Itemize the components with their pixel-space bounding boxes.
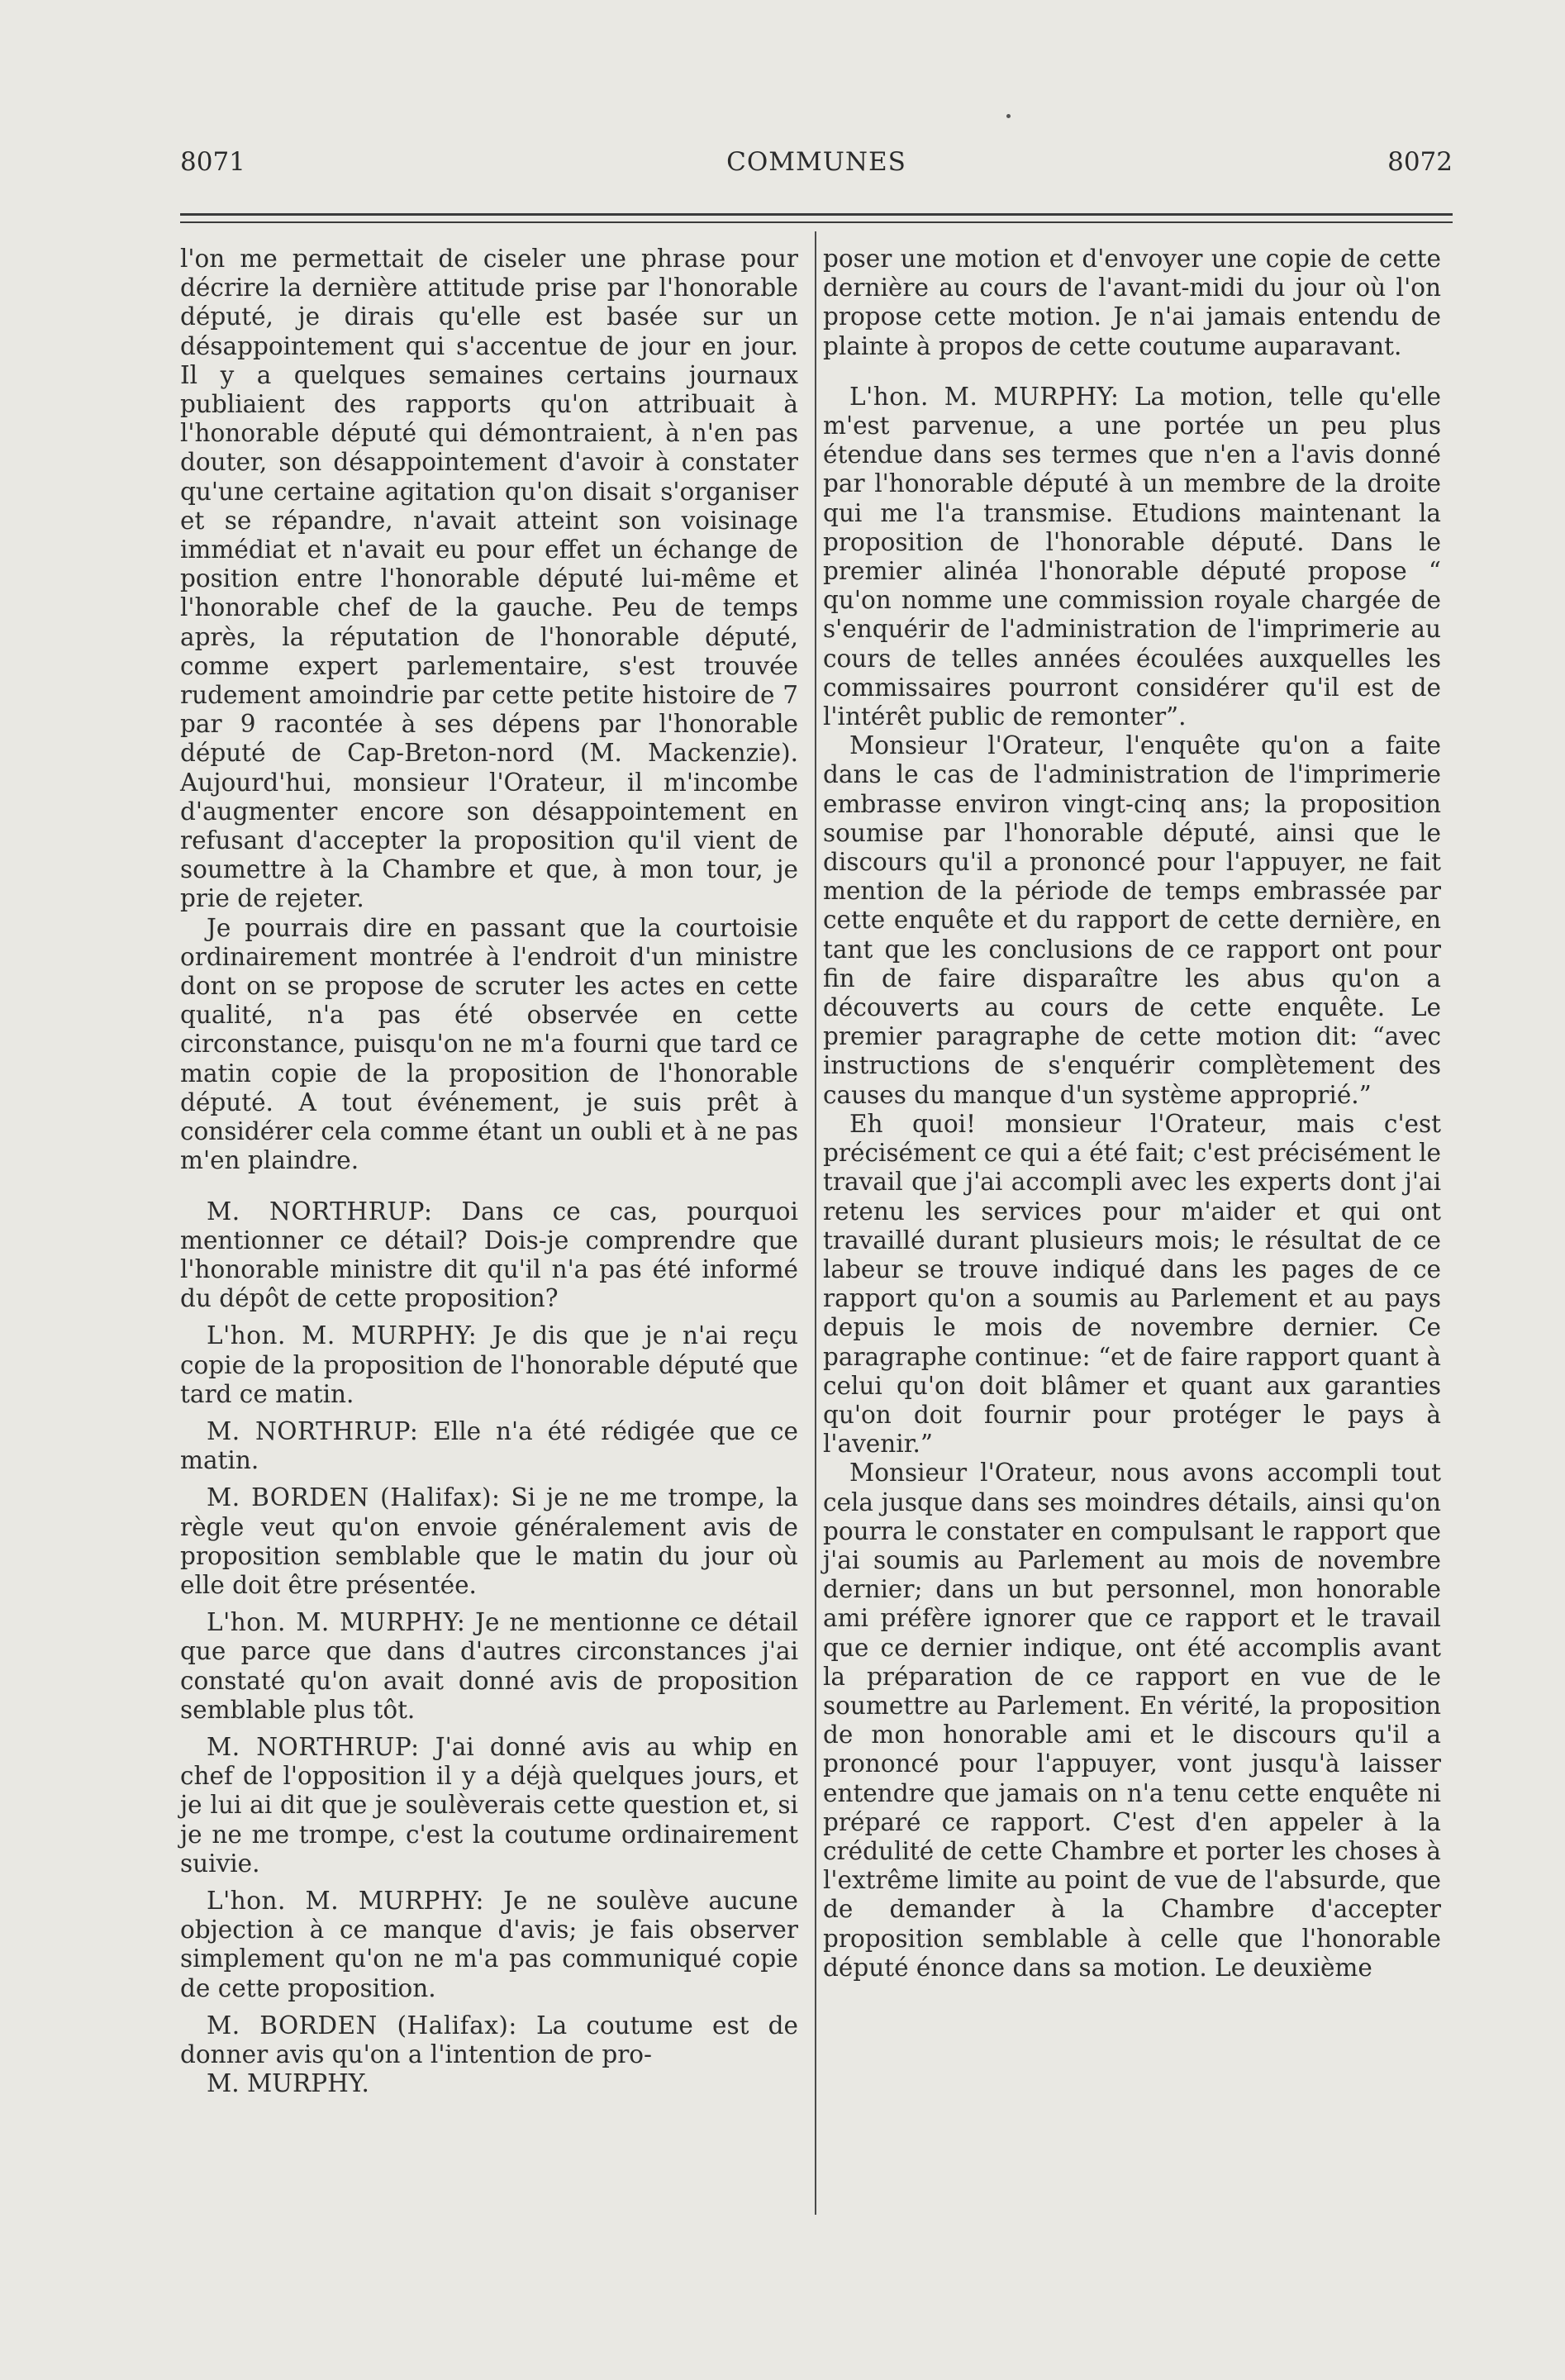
column-divider: [815, 231, 816, 2215]
speech-paragraph: M. BORDEN (Halifax): La coutume est de donner avis qu'on a l'intention de pro-: [180, 2011, 798, 2068]
page-number-right: 8072: [1387, 147, 1453, 177]
speaker-name: L'hon. M. MURPHY:: [207, 1321, 478, 1350]
speech-paragraph: L'hon. M. MURPHY: Je ne mentionne ce détail que parce que dans d'autres circonstances j'ai constaté qu'on avait donné avis de proposition semblable plus tôt.: [180, 1608, 798, 1724]
paragraph: l'on me permettait de ciseler une phrase pour décrire la dernière attitude prise par l'honorable député, je dirais qu'elle est basée sur un désappointement qui s'accentue de jour en jour. Il y a quelques semaines certains journaux publiaient des rapports qu'on attribuait à l'honorable député qui démontraient, à n'en pas douter, son désappointement d'avoir à constater qu'une certaine agitation qu'on disait s'organiser et se répandre, n'avait atteint son voisinage immédiat et n'avait eu pour effet un échange de position entre l'honorable député lui-même et l'honorable chef de la gauche. Peu de temps après, la réputation de l'honorable député, comme expert parlementaire, s'est trouvée rudement amoindrie par cette petite histoire de 7 par 9 racontée à ses dépens par l'honorable député de Cap-Breton-nord (M. Mackenzie). Aujourd'hui, monsieur l'Orateur, il m'incombe d'augmenter encore son désappointement en refusant d'accepter la proposition qu'il vient de soumettre à la Chambre et que, à mon tour, je prie de rejeter.: [180, 245, 798, 913]
page-footer: M. MURPHY.: [207, 2069, 369, 2098]
running-title: COMMUNES: [726, 147, 906, 177]
speaker-name: M. NORTHRUP:: [207, 1416, 419, 1445]
header-rule-top: [180, 213, 1453, 216]
speaker-name: L'hon. M. MURPHY:: [207, 1608, 466, 1637]
speech-paragraph: M. BORDEN (Halifax): Si je ne me trompe, la règle veut qu'on envoie généralement avis de proposition semblable que le matin du jour où elle doit être présentée.: [180, 1483, 798, 1599]
speaker-name: L'hon. M. MURPHY:: [849, 382, 1120, 411]
right-column: [823, 245, 1441, 1983]
left-column: [180, 245, 798, 2098]
print-speck: [1006, 114, 1011, 118]
speech-paragraph: L'hon. M. MURPHY: La motion, telle qu'elle m'est parvenue, a une portée un peu plus étendue dans ses termes que n'en a l'avis donné par l'honorable député à un membre de la droite qui me l'a transmise. Etudions maintenant la proposition de l'honorable député. Dans le premier alinéa l'honorable député propose “ qu'on nomme une commission royale chargée de s'enquérir de l'administration de l'imprimerie au cours de telles années écoulées auxquelles les commissaires pourront considérer qu'il est de l'intérêt public de remonter”.: [823, 382, 1441, 731]
paragraph: Je pourrais dire en passant que la courtoisie ordinairement montrée à l'endroit d'un ministre dont on se propose de scruter les actes en cette qualité, n'a pas été observée en cette circonstance, puisqu'on ne m'a fourni que tard ce matin copie de la proposition de l'honorable député. A tout événement, je suis prêt à considérer cela comme étant un oubli et à ne pas m'en plaindre.: [180, 913, 798, 1175]
header-rule-bottom: [180, 221, 1453, 223]
speaker-name: L'hon. M. MURPHY:: [207, 1886, 484, 1915]
speaker-name: M. BORDEN (Halifax):: [207, 1483, 501, 1512]
speech-paragraph: M. NORTHRUP: Elle n'a été rédigée que ce matin.: [180, 1416, 798, 1475]
speaker-name: M. NORTHRUP:: [207, 1197, 433, 1226]
paragraph: Monsieur l'Orateur, nous avons accompli tout cela jusque dans ses moindres détails, ainsi qu'on pourra le constater en compulsant le rapport que j'ai soumis au Parlement au mois de novembre dernier; dans un but personnel, mon honorable ami préfère ignorer que ce rapport et le travail que ce dernier indique, ont été accomplis avant la préparation de ce rapport en vue de le soumettre au Parlement. En vérité, la proposition de mon honorable ami et le discours qu'il a prononcé pour l'appuyer, vont jusqu'à laisser entendre que jamais on n'a tenu cette enquête ni préparé ce rapport. C'est d'en appeler à la crédulité de cette Chambre et porter les choses à l'extrême limite au point de vue de l'absurde, que de demander à la Chambre d'accepter proposition semblable à celle que l'honorable député énonce dans sa motion. Le deuxième: [823, 1459, 1441, 1982]
speech-paragraph: L'hon. M. MURPHY: Je dis que je n'ai reçu copie de la proposition de l'honorable député que tard ce matin.: [180, 1321, 798, 1408]
speaker-name: M. NORTHRUP:: [207, 1732, 420, 1761]
speech-paragraph: M. NORTHRUP: Dans ce cas, pourquoi mentionner ce détail? Dois-je comprendre que l'honorable ministre dit qu'il n'a pas été informé du dépôt de cette proposition?: [180, 1197, 798, 1313]
speech-paragraph: M. NORTHRUP: J'ai donné avis au whip en chef de l'opposition il y a déjà quelques jours, et je lui ai dit que je soulèverais cette question et, si je ne me trompe, c'est la coutume ordinairement suivie.: [180, 1732, 798, 1878]
paragraph: Eh quoi! monsieur l'Orateur, mais c'est précisément ce qui a été fait; c'est précisément le travail que j'ai accompli avec les experts dont j'ai retenu les services pour m'aider et qui ont travaillé durant plusieurs mois; le résultat de ce labeur se trouve indiqué dans les pages de ce rapport qu'on a soumis au Parlement et au pays depuis le mois de novembre dernier. Ce paragraphe continue: “et de faire rapport quant à celui qu'on doit blâmer et quant aux garanties qu'on doit fournir pour protéger le pays à l'avenir.”: [823, 1109, 1441, 1459]
paragraph: poser une motion et d'envoyer une copie de cette dernière au cours de l'avant-midi du jour où l'on propose cette motion. Je n'ai jamais entendu de plainte à propos de cette coutume auparavant.: [823, 245, 1441, 360]
page-header: [180, 147, 1453, 183]
speaker-name: M. BORDEN (Halifax):: [207, 2011, 517, 2040]
paragraph: Monsieur l'Orateur, l'enquête qu'on a faite dans le cas de l'administration de l'imprimerie embrasse environ vingt-cinq ans; la proposition soumise par l'honorable député, ainsi que le discours qu'il a prononcé pour l'appuyer, ne fait mention de la période de temps embrassée par cette enquête et du rapport de cette dernière, en tant que les conclusions de ce rapport ont pour fin de faire disparaître les abus qu'on a découverts au cours de cette enquête. Le premier paragraphe de cette motion dit: “avec instructions de s'enquérir complètement des causes du manque d'un système approprié.”: [823, 731, 1441, 1109]
speech-paragraph: L'hon. M. MURPHY: Je ne soulève aucune objection à ce manque d'avis; je fais observer simplement qu'on ne m'a pas communiqué copie de cette proposition.: [180, 1886, 798, 2002]
page-number-left: 8071: [180, 147, 245, 177]
